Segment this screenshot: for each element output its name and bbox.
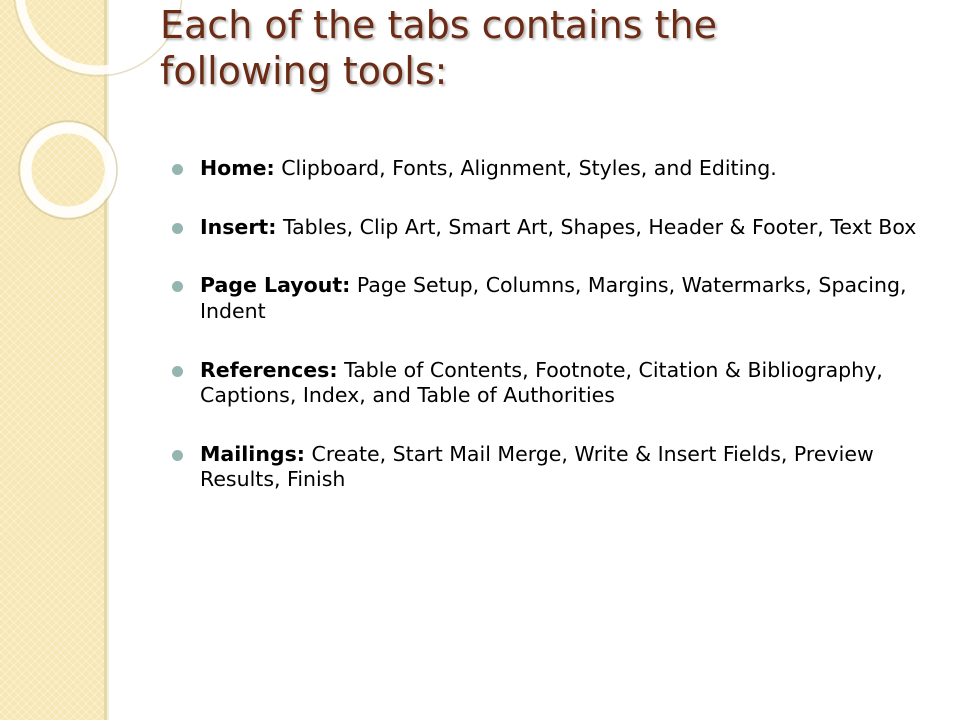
bullet-item-home [172, 156, 932, 182]
deco-circle-small [26, 128, 110, 212]
deco-circle-small-outline [19, 121, 117, 219]
bullet-list [172, 156, 932, 526]
bullet-item-insert [172, 215, 932, 241]
deco-circle-large [20, 0, 176, 70]
bullet-term: Mailings: [200, 441, 305, 466]
title-line-1: Each of the tabs contains the [160, 3, 717, 47]
bullet-text: Page Setup, Columns, Margins, Watermarks, Spacing, Indent [200, 273, 907, 323]
bullet-dot-icon [172, 164, 183, 175]
bullet-dot-icon [172, 450, 183, 461]
bullet-item-mailings [172, 442, 932, 493]
bullet-term: Home: [200, 156, 275, 180]
bullet-item-references [172, 358, 932, 409]
bullet-term: Page Layout: [200, 273, 351, 298]
bullet-dot-icon [172, 223, 183, 234]
bullet-dot-icon [172, 366, 183, 377]
bullet-term: Insert: [200, 214, 277, 239]
bullet-text: Tables, Clip Art, Smart Art, Shapes, Header & Footer, Text Box [276, 214, 917, 239]
bullet-text: Clipboard, Fonts, Alignment, Styles, and Editing. [274, 156, 777, 180]
bullet-item-page-layout [172, 273, 932, 324]
title-line-2: following tools: [160, 49, 448, 94]
slide-title [160, 2, 920, 95]
bullet-text: Create, Start Mail Merge, Write & Insert Fields, Preview Results, Finish [200, 441, 874, 492]
bullet-dot-icon [172, 281, 183, 292]
bullet-text: Table of Contents, Footnote, Citation & Bibliography, Captions, Index, and Table of Authorities [200, 357, 883, 408]
bullet-term: References: [200, 357, 338, 382]
